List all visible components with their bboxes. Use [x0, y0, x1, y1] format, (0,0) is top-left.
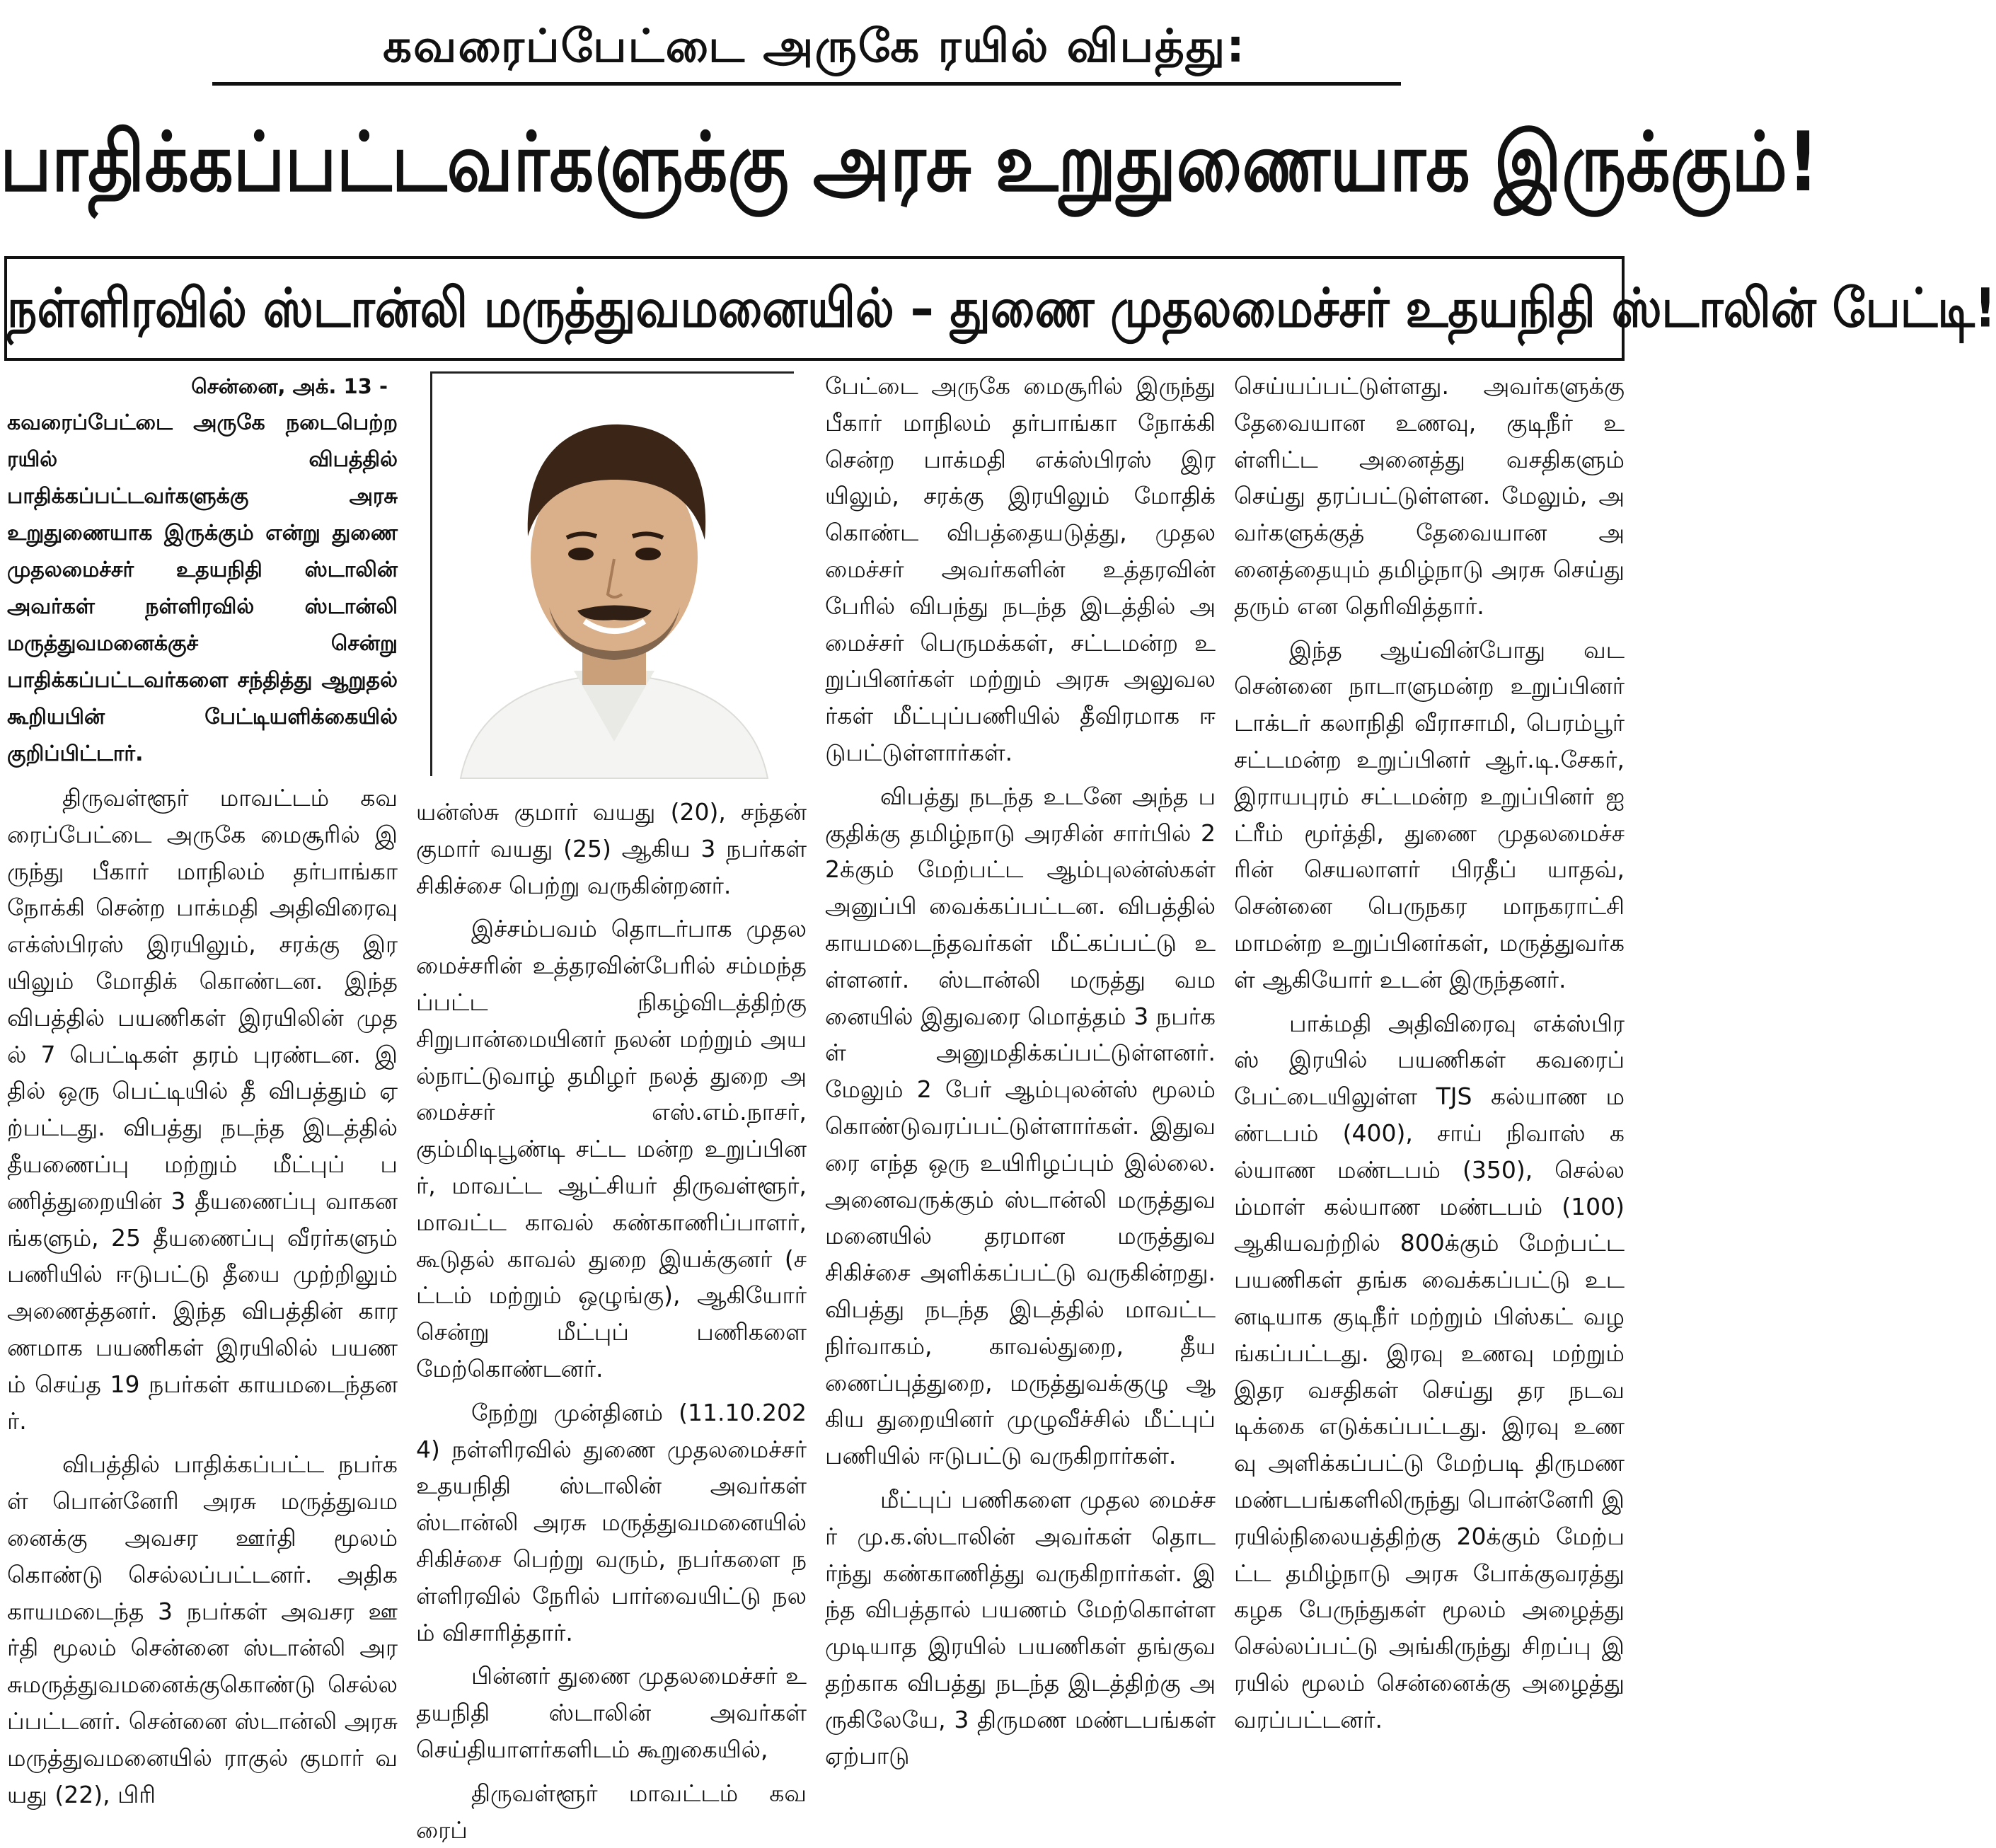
portrait-photo	[430, 371, 794, 776]
main-headline: பாதிக்கப்பட்டவர்களுக்கு அரசு உறுதுணையாக இருக்கும்!	[0, 115, 1819, 211]
portrait-illustration	[432, 374, 796, 778]
article-paragraph: மீட்புப் பணிகளை முதல மைச்சர் மு.க.ஸ்டாலின் அவர்கள் தொடர்ந்து கண்காணித்து வருகிறார்கள். இந்த விபத்தால் பயணம் மேற்கொள்ள முடியாத இரயில் பயணிகள் தங்குவதற்காக விபத்து நடந்த இடத்திற்கு அருகிலேயே, 3 திருமண மண்டபங்கள் ஏற்பாடு	[825, 1485, 1216, 1770]
article-paragraph: நேற்று முன்தினம் (11.10.2024) நள்ளிரவில் துணை முதலமைச்சர் உதயநிதி ஸ்டாலின் அவர்கள் ஸ்டான்லி அரசு மருத்துவமனையில் சிகிச்சை பெற்று வரும், நபர்களை நள்ளிரவில் நேரில் பார்வையிட்டு நலம் விசாரித்தார்.	[416, 1398, 807, 1646]
article-paragraph: செய்யப்பட்டுள்ளது. அவர்களுக்கு தேவையான உணவு, குடிநீர் உள்ளிட்ட அனைத்து வசதிகளும் செய்து தரப்பட்டுள்ளன. மேலும், அவர்களுக்குத் தேவையான அனைத்தையும் தமிழ்நாடு அரசு செய்து தரும் என தெரிவித்தார்.	[1234, 372, 1625, 620]
column-1	[7, 368, 398, 1808]
column-4	[1234, 368, 1625, 1756]
article-paragraph: விபத்தில் பாதிக்கப்பட்ட நபர்கள் பொன்னேரி அரசு மருத்துவமனைக்கு அவசர ஊர்தி மூலம் கொண்டு செல்லப்பட்டனர். அதிக காயமடைந்த 3 நபர்கள் அவசர ஊர்தி மூலம் சென்னை ஸ்டான்லி அரசுமருத்துவமனைக்குகொண்டு செல்லப்பட்டனர். சென்னை ஸ்டான்லி அரசு மருத்துவமனையில் ராகுல் குமார் வயது (22), பிரி	[7, 1450, 398, 1808]
subhead: நள்ளிரவில் ஸ்டான்லி மருத்துவமனையில் – துணை முதலமைச்சர் உதயநிதி ஸ்டாலின் பேட்டி!	[7, 277, 1996, 340]
lede-paragraph: கவரைப்பேட்டை அருகே நடைபெற்ற ரயில் விபத்தில் பாதிக்கப்பட்டவர்களுக்கு அரசு உறுதுணையாக இருக்கும் என்று துணை முதலமைச்சர் உதயநிதி ஸ்டாலின் அவர்கள் நள்ளிரவில் ஸ்டான்லி மருத்துவமனைக்குச் சென்று பாதிக்கப்பட்டவர்களை சந்தித்து ஆறுதல் கூறியபின் பேட்டியளிக்கையில் குறிப்பிட்டார்.	[7, 410, 398, 766]
subhead-box	[4, 256, 1996, 361]
article-paragraph: திருவள்ளூர் மாவட்டம் கவரைப்	[416, 1779, 807, 1844]
article-paragraph: இந்த ஆய்வின்போது வட சென்னை நாடாளுமன்ற உறுப்பினர் டாக்டர் கலாநிதி வீராசாமி, பெரம்பூர் சட்டமன்ற உறுப்பினர் ஆர்.டி.சேகர், இராயபுரம் சட்டமன்ற உறுப்பினர் ஐட்ரீம் மூர்த்தி, துணை முதலமைச்ச ரின் செயலாளர் பிரதீப் யாதவ், சென்னை பெருநகர மாநகராட்சி மாமன்ற உறுப்பினர்கள், மருத்துவர்கள் ஆகியோர் உடன் இருந்தனர்.	[1234, 635, 1625, 993]
kicker-heading: கவரைப்பேட்டை அருகே ரயில் விபத்து:	[383, 21, 1246, 73]
article-paragraph: விபத்து நடந்த உடனே அந்த பகுதிக்கு தமிழ்நாடு அரசின் சார்பில் 22க்கும் மேற்பட்ட ஆம்புலன்ஸ்கள் அனுப்பி வைக்கப்பட்டன. விபத்தில் காயமடைந்தவர்கள் மீட்கப்பட்டு உள்ளனர். ஸ்டான்லி மருத்து வமனையில் இதுவரை மொத்தம் 3 நபர்கள் அனுமதிக்கப்பட்டுள்ளனர். மேலும் 2 பேர் ஆம்புலன்ஸ் மூலம் கொண்டுவரப்பட்டுள்ளார்கள். இதுவரை எந்த ஒரு உயிரிழப்பும் இல்லை. அனைவருக்கும் ஸ்டான்லி மருத்துவமனையில் தரமான மருத்துவ சிகிச்சை அளிக்கப்பட்டு வருகின்றது. விபத்து நடந்த இடத்தில் மாவட்ட நிர்வாகம், காவல்துறை, தீயணைப்புத்துறை, மருத்துவக்குழு ஆகிய துறையினர் முழுவீச்சில் மீட்புப் பணியில் ஈடுபட்டு வருகிறார்கள்.	[825, 782, 1216, 1470]
article-paragraph: பின்னர் துணை முதலமைச்சர் உதயநிதி ஸ்டாலின் அவர்கள் செய்தியாளர்களிடம் கூறுகையில்,	[416, 1662, 807, 1763]
column-3	[825, 368, 1216, 1770]
dateline: சென்னை, அக். 13 -	[191, 374, 388, 398]
article-paragraph: திருவள்ளூர் மாவட்டம் கவரைப்பேட்டை அருகே மைசூரில் இருந்து பீகார் மாநிலம் தர்பாங்கா நோக்கி சென்ற பாக்மதி அதிவிரைவு எக்ஸ்பிரஸ் இரயிலும், சரக்கு இரயிலும் மோதிக் கொண்டன. இந்த விபத்தில் பயணிகள் இரயிலின் முதல் 7 பெட்டிகள் தரம் புரண்டன. இதில் ஒரு பெட்டியில் தீ விபத்தும் ஏற்பட்டது. விபத்து நடந்த இடத்தில் தீயணைப்பு மற்றும் மீட்புப் பணித்துறையின் 3 தீயணைப்பு வாகனங்களும், 25 தீயணைப்பு வீரர்களும் பணியில் ஈடுபட்டு தீயை முற்றிலும் அணைத்தனர். இந்த விபத்தின் காரணமாக பயணிகள் இரயிலில் பயணம் செய்த 19 நபர்கள் காயமடைந்தனர்.	[7, 784, 398, 1435]
article-paragraph: யன்ஸ்சு குமார் வயது (20), சந்தன் குமார் வயது (25) ஆகிய 3 நபர்கள் சிகிச்சை பெற்று வருகின்றனர்.	[416, 798, 807, 899]
article-paragraph: பேட்டை அருகே மைசூரில் இருந்து பீகார் மாநிலம் தர்பாங்கா நோக்கி சென்ற பாக்மதி எக்ஸ்பிரஸ் இரயிலும், சரக்கு இரயிலும் மோதிக் கொண்ட விபத்தையடுத்து, முதலமைச்சர் அவர்களின் உத்தரவின் பேரில் விபந்து நடந்த இடத்தில் அமைச்சர் பெருமக்கள், சட்டமன்ற உறுப்பினர்கள் மற்றும் அரசு அலுவலர்கள் மீட்புப்பணியில் தீவிரமாக ஈடுபட்டுள்ளார்கள்.	[825, 372, 1216, 766]
article-paragraph: இச்சம்பவம் தொடர்பாக முதலமைச்சரின் உத்தரவின்பேரில் சம்மந்தப்பட்ட நிகழ்விடத்திற்கு சிறுபான்மையினர் நலன் மற்றும் அயல்நாட்டுவாழ் தமிழர் நலத் துறை அமைச்சர் எஸ்.எம்.நாசர், கும்மிடிபூண்டி சட்ட மன்ற உறுப்பினர், மாவட்ட ஆட்சியர் திருவள்ளூர், மாவட்ட காவல் கண்காணிப்பாளர், கூடுதல் காவல் துறை இயக்குனர் (சட்டம் மற்றும் ஒழுங்கு), ஆகியோர் சென்று மீட்புப் பணிகளை மேற்கொண்டனர்.	[416, 915, 807, 1382]
column-2	[416, 794, 807, 1844]
article-paragraph: பாக்மதி அதிவிரைவு எக்ஸ்பிரஸ் இரயில் பயணிகள் கவரைப் பேட்டையிலுள்ள TJS கல்யாண மண்டபம் (400), சாய் நிவாஸ் கல்யாண மண்டபம் (350), செல்லம்மாள் கல்யாண மண்டபம் (100) ஆகியவற்றில் 800க்கும் மேற்பட்ட பயணிகள் தங்க வைக்கப்பட்டு உடனடியாக குடிநீர் மற்றும் பிஸ்கட் வழங்கப்பட்டது. இரவு உணவு மற்றும் இதர வசதிகள் செய்து தர நடவடிக்கை எடுக்கப்பட்டது. இரவு உணவு அளிக்கப்பட்டு மேற்படி திருமண மண்டபங்களிலிருந்து பொன்னேரி இரயில்நிலையத்திற்கு 20க்கும் மேற்பட்ட தமிழ்நாடு அரசு போக்குவரத்து கழக பேருந்துகள் மூலம் அழைத்து செல்லப்பட்டு அங்கிருந்து சிறப்பு இரயில் மூலம் சென்னைக்கு அழைத்து வரப்பட்டனர்.	[1234, 1009, 1625, 1733]
